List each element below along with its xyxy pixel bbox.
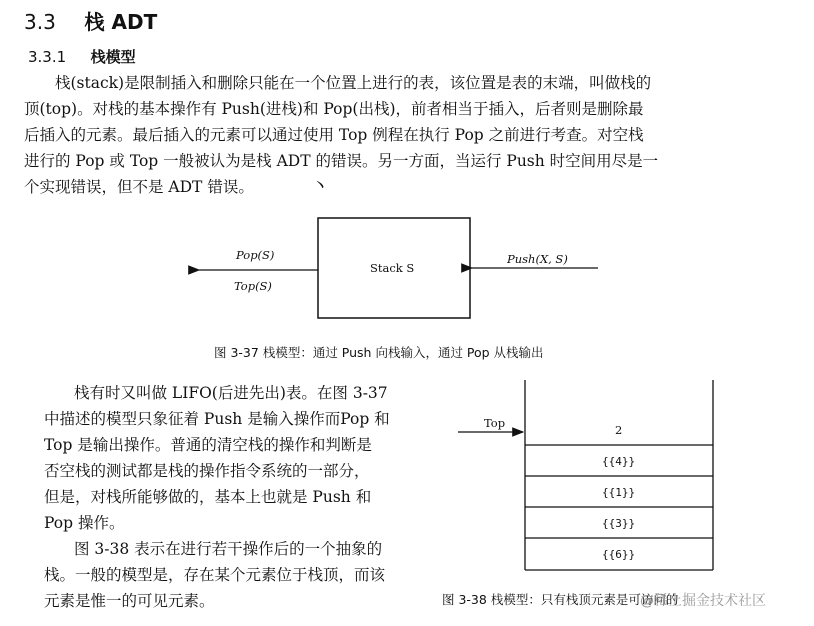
paragraph-line: Pop 操作。 [44, 514, 125, 532]
paragraph-line: 元素是惟一的可见元素。 [44, 592, 215, 610]
stack-cell: {{6}} [602, 548, 636, 561]
paragraph-line: 中描述的模型只象征着 Push 是输入操作而Pop 和 [44, 410, 390, 428]
paragraph-line: 顶(top)。对栈的基本操作有 Push(进栈)和 Pop(出栈)，前者相当于插入，后者则是删除最 [24, 100, 644, 118]
paragraph-line: 后插入的元素。最后插入的元素可以通过使用 Top 例程在执行 Pop 之前进行考查。对空栈 [24, 126, 644, 144]
paragraph-line: 栈(stack)是限制插入和删除只能在一个位置上进行的表，该位置是表的末端，叫做栈的 [55, 74, 652, 92]
paragraph-line: 栈有时又叫做 LIFO(后进先出)表。在图 3-37 [74, 384, 388, 402]
stack-cell: {{1}} [602, 486, 636, 499]
paragraph-line: 图 3-38 表示在进行若干操作后的一个抽象的 [74, 540, 383, 558]
figure-3-38 [458, 380, 713, 570]
paragraph-lifo [44, 380, 434, 614]
paragraph-line: 否空栈的测试都是栈的操作指令系统的一部分， [44, 462, 370, 480]
stack-cell: {{3}} [602, 517, 636, 530]
paragraph-line: Top 是输出操作。普通的清空栈的操作和判断是 [44, 436, 372, 454]
stack-box-label: Stack S [370, 261, 415, 275]
stack-cell: {{4}} [602, 455, 636, 468]
section-number: 3.3 [24, 10, 56, 34]
top-label: Top(S) [234, 279, 272, 293]
subsection-title: 栈模型 [90, 48, 136, 66]
figure-3-38-caption: 图 3-38 栈模型：只有栈顶元素是可访问的 [442, 592, 679, 607]
paragraph-line: 但是，对栈所能够做的，基本上也就是 Push 和 [44, 488, 372, 506]
stray-mark: 丶 [311, 176, 329, 197]
watermark: @稀土掘金技术社区 [640, 593, 766, 609]
stack-cell-top: 2 [615, 423, 623, 437]
subsection-number: 3.3.1 [28, 48, 67, 66]
pop-label: Pop(S) [236, 248, 275, 262]
figure-3-37 [199, 218, 598, 318]
paragraph-line: 栈。一般的模型是，存在某个元素位于栈顶，而该 [44, 566, 386, 584]
push-label: Push(X, S) [507, 252, 568, 266]
section-title: 栈 ADT [84, 10, 158, 34]
top-pointer-label: Top [484, 416, 506, 430]
paragraph-line: 个实现错误，但不是 ADT 错误。 [24, 178, 254, 196]
figure-3-37-caption: 图 3-37 栈模型：通过 Push 向栈输入，通过 Pop 从栈输出 [214, 345, 544, 360]
paragraph-line: 进行的 Pop 或 Top 一般被认为是栈 ADT 的错误。另一方面，当运行 Push 时空间用尽是一 [24, 152, 659, 170]
